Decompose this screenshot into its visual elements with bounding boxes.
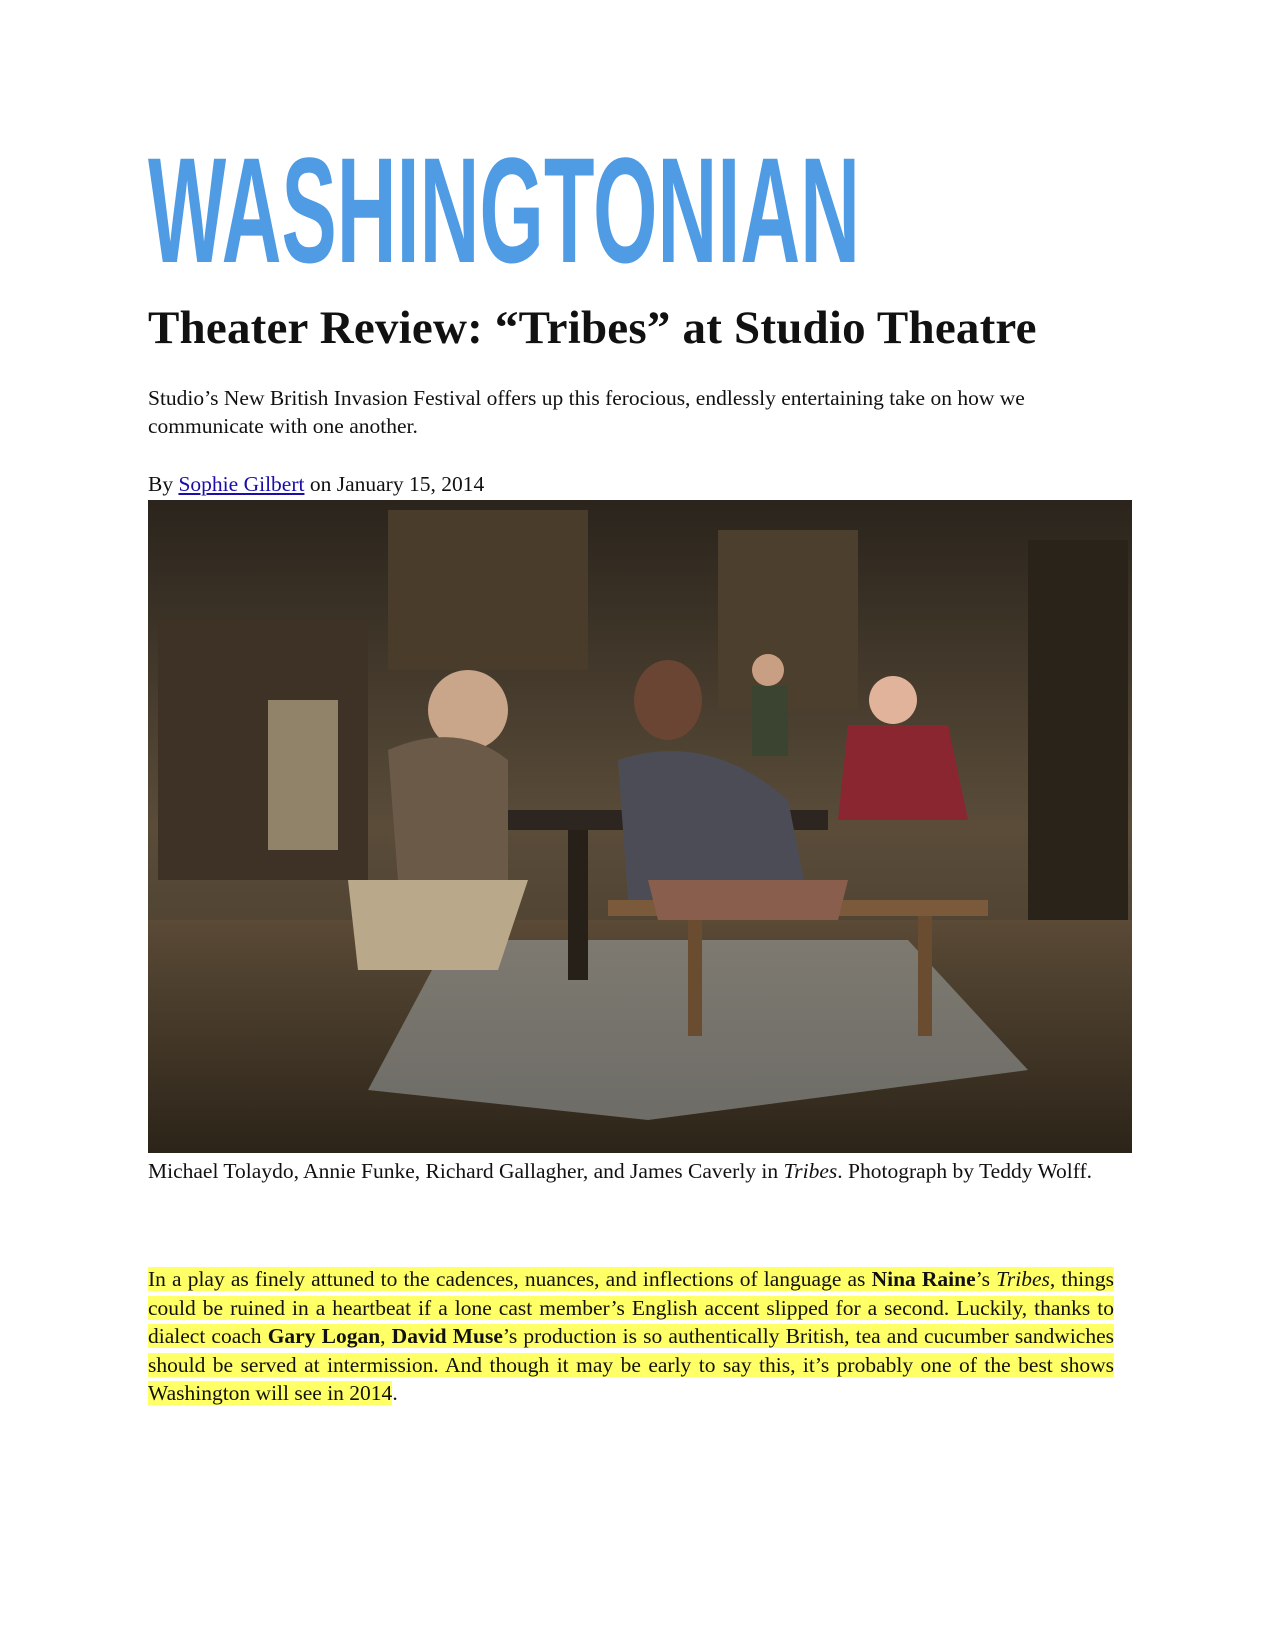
body-text-1: In a play as finely attuned to the cadences, nuances, and inflections of language as	[148, 1267, 872, 1291]
article-photo	[148, 500, 1132, 1153]
byline	[148, 470, 484, 498]
washingtonian-logo	[148, 146, 860, 270]
author-link[interactable]: Sophie Gilbert	[178, 472, 305, 496]
playwright-name: Nina Raine	[871, 1267, 976, 1291]
caption-play-title: Tribes	[783, 1159, 838, 1183]
byline-date: on January 15, 2014	[304, 472, 485, 496]
body-text-5: ’s production is so authentically British, tea and cucumber sandwiches should be served at intermission. And though it may be early to say this, it’s probably one of the best shows Washington will see in 2014	[148, 1324, 1114, 1405]
body-text-4: ,	[380, 1324, 392, 1348]
stage-photo	[148, 500, 1132, 1153]
caption-credit: . Photograph by Teddy Wolff.	[837, 1159, 1093, 1183]
body-text-end: .	[392, 1381, 398, 1405]
article-dek: Studio’s New British Invasion Festival offers up this ferocious, endlessly entertaining take on how we communicate with one another.	[148, 386, 1025, 438]
masthead-logo-text: WASHINGTONIAN	[148, 146, 860, 270]
dialect-coach-name: Gary Logan	[267, 1324, 381, 1348]
director-name: David Muse	[391, 1324, 503, 1348]
byline-prefix: By	[148, 472, 179, 496]
article-title: Theater Review: “Tribes” at Studio Theatre	[148, 302, 1037, 354]
body-text-2: ’s	[975, 1267, 997, 1291]
caption-text: Michael Tolaydo, Annie Funke, Richard Gallagher, and James Caverly in	[148, 1159, 784, 1183]
masthead-logo	[148, 146, 860, 270]
article-body	[148, 1265, 1114, 1408]
photo-caption	[148, 1157, 1128, 1185]
body-text-3: , things could be ruined in a heartbeat if a lone cast member’s English accent slipped for a second. Luckily, thanks to dialect coach	[148, 1267, 1114, 1348]
play-title: Tribes	[996, 1267, 1050, 1291]
